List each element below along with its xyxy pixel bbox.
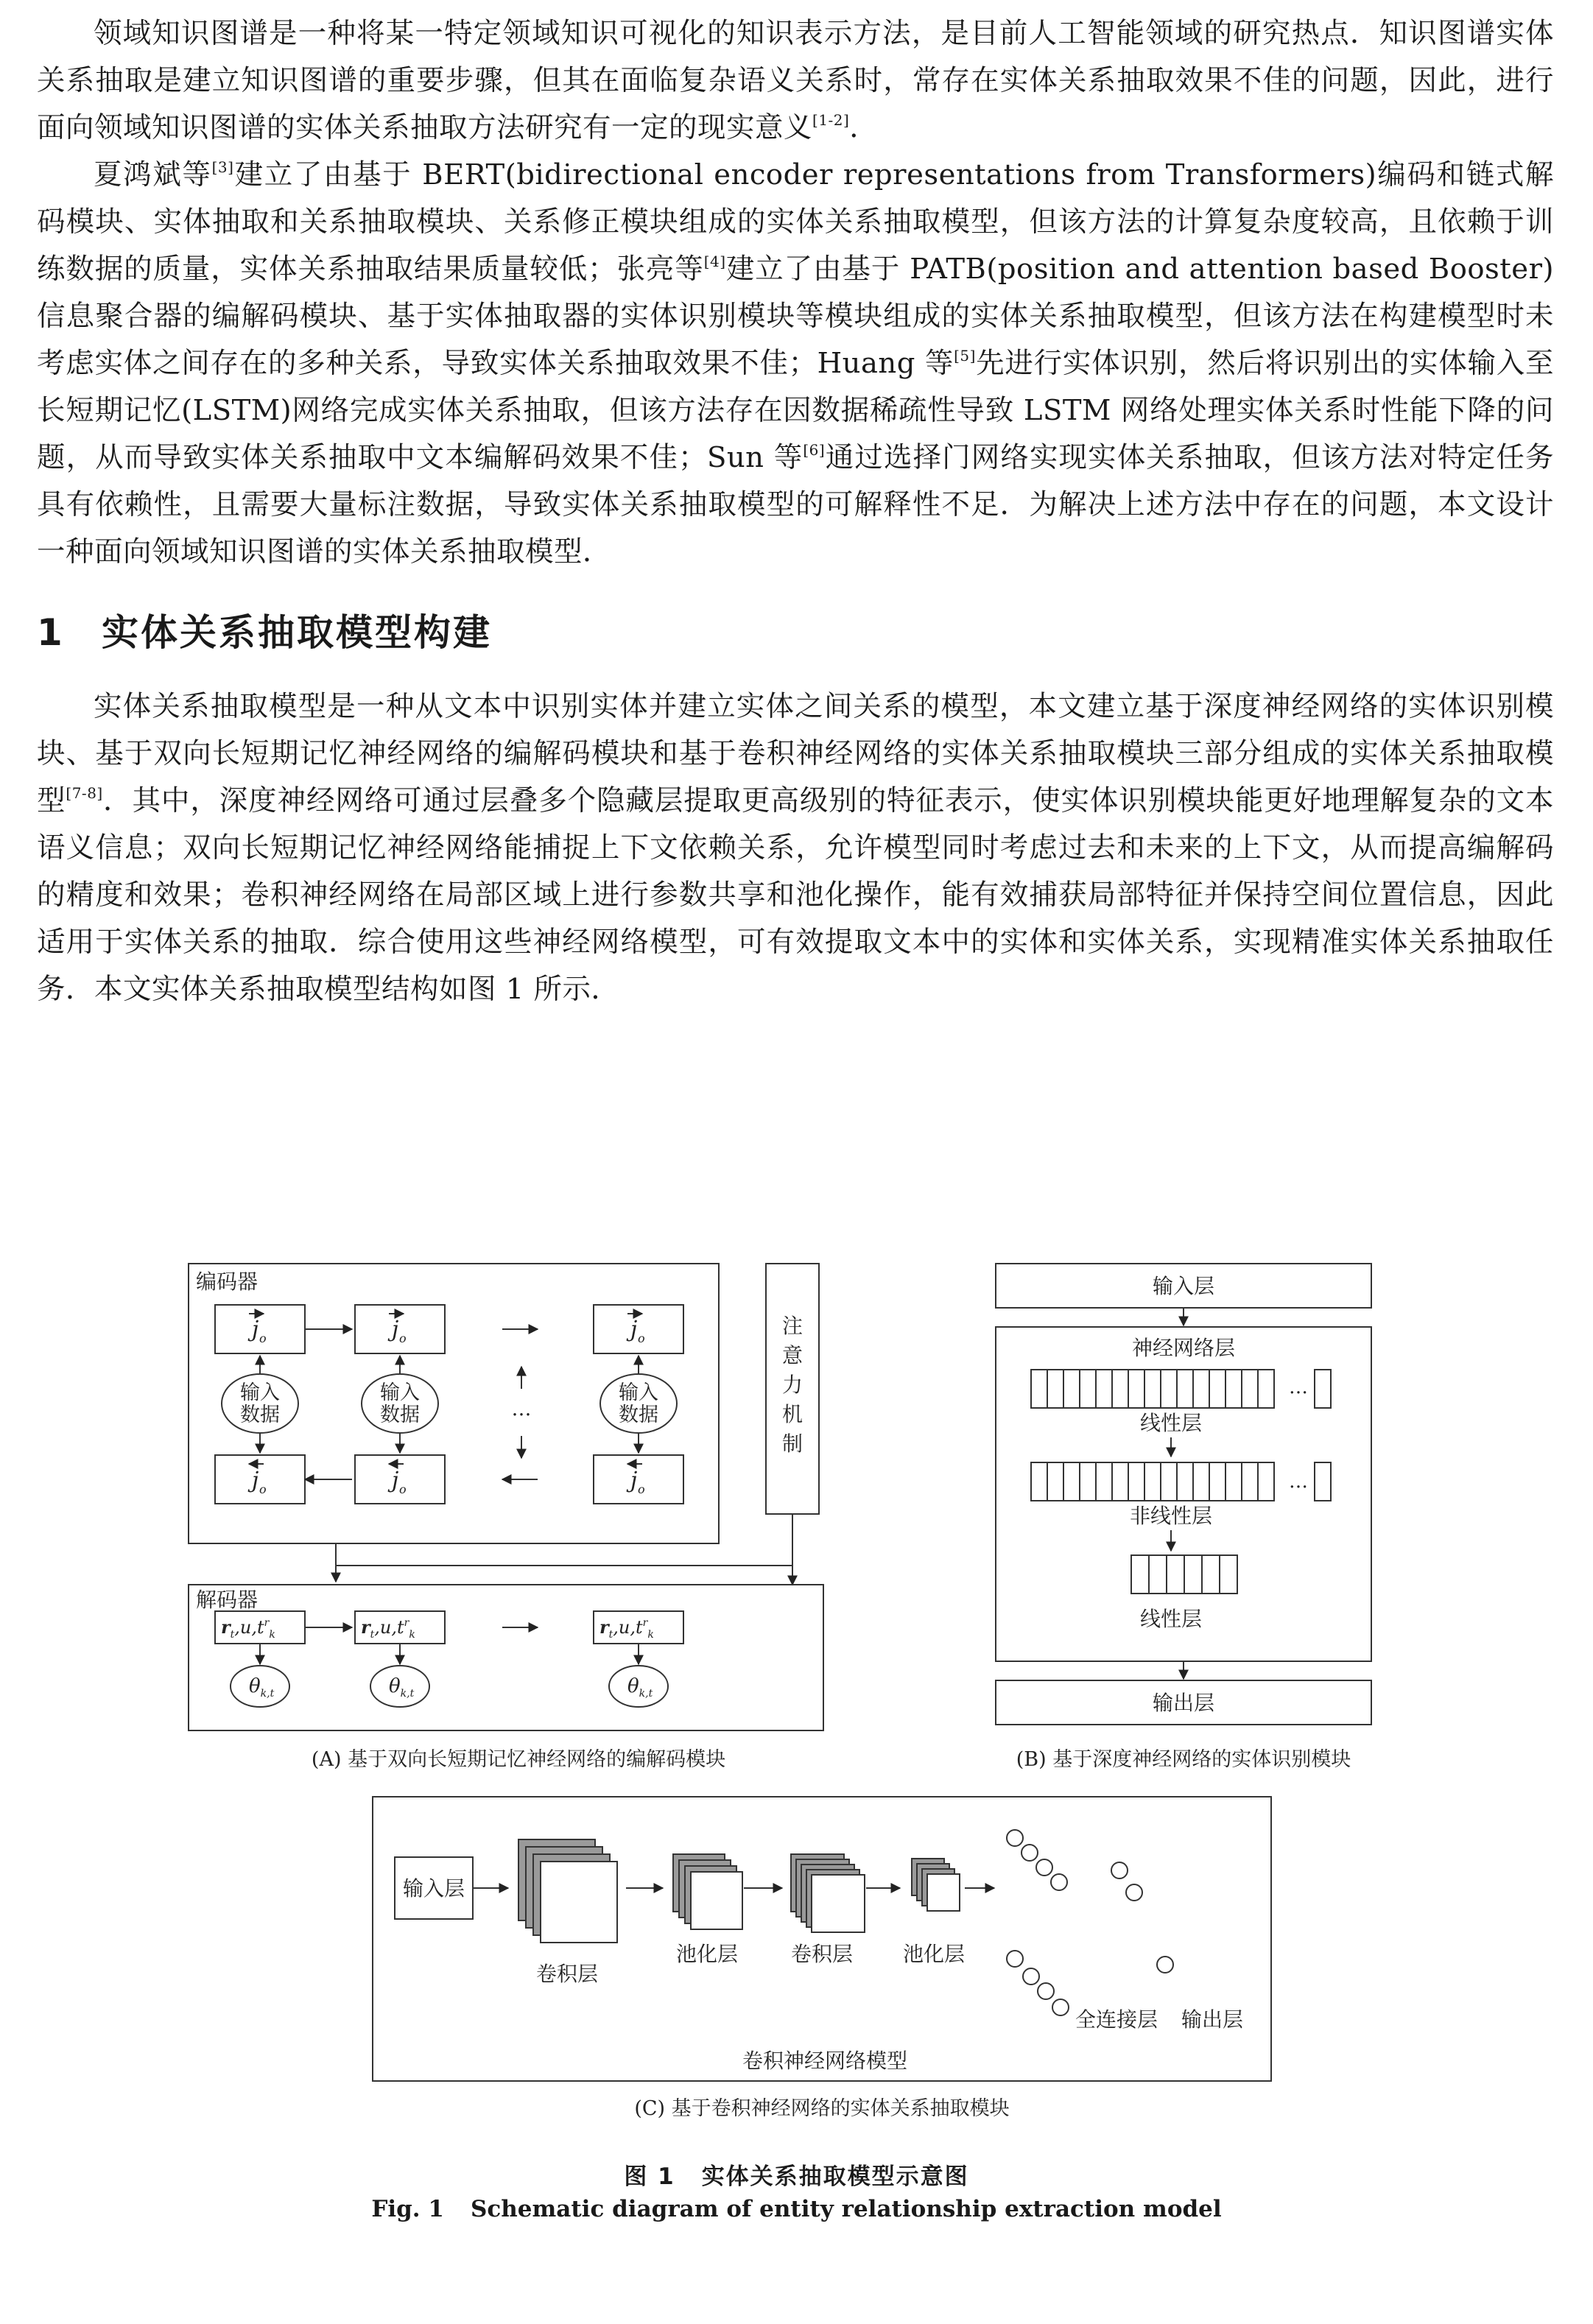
fully-connected-nodes — [1007, 1830, 1173, 2015]
j-forward-symbol: j — [392, 1317, 399, 1342]
svg-text:o: o — [638, 1482, 645, 1496]
j-forward-symbol: j — [252, 1317, 259, 1342]
figure-caption-english: Fig. 1 Schematic diagram of entity relationship extraction model — [371, 2196, 1222, 2222]
linear-layer-label: 线性层 — [1139, 1411, 1203, 1435]
panel-c-caption: (C) 基于卷积神经网络的实体关系抽取模块 — [634, 2097, 1010, 2120]
svg-text:o: o — [638, 1331, 645, 1345]
cnn-model-box — [373, 1797, 1271, 2081]
neuron-row-1 — [1031, 1370, 1274, 1408]
svg-text:o: o — [399, 1331, 407, 1345]
neuron-row-2 — [1031, 1462, 1274, 1501]
citation-6: [6] — [803, 441, 826, 459]
linear-layer-label: 线性层 — [1139, 1607, 1203, 1631]
input-label: 输入 — [619, 1381, 658, 1404]
decoder-box — [189, 1585, 823, 1730]
data-label: 数据 — [240, 1404, 280, 1426]
nonlinear-layer-label: 非线性层 — [1129, 1504, 1213, 1528]
citation-7-8: [7-8] — [66, 784, 103, 802]
figure-1 — [0, 1222, 1593, 2239]
neuron-row-3 — [1131, 1555, 1237, 1594]
pool-layer-1-stack — [673, 1854, 742, 1929]
section-number: 1 — [37, 611, 65, 654]
cnn-model-label: 卷积神经网络模型 — [742, 2049, 908, 2073]
j-forward-symbol: j — [630, 1317, 638, 1342]
conv-layer-label: 卷积层 — [535, 1962, 599, 1986]
panel-b-caption: (B) 基于深度神经网络的实体识别模块 — [1016, 1748, 1351, 1771]
neuron-node — [1126, 1884, 1142, 1901]
forward-hidden-state-1 — [215, 1305, 305, 1353]
paper-page — [37, 10, 1554, 1013]
svg-text:o: o — [259, 1331, 267, 1345]
figure-caption-chinese: 图 1 实体关系抽取模型示意图 — [624, 2163, 969, 2190]
output-layer-label: 输出层 — [1152, 1691, 1215, 1715]
citation-5: [5] — [954, 347, 976, 365]
citation-3: [3] — [211, 158, 234, 176]
cnn-output-layer-label: 输出层 — [1181, 2007, 1244, 2032]
section-heading — [37, 605, 1554, 660]
j-backward-symbol: j — [252, 1468, 259, 1493]
citation-4: [4] — [703, 253, 726, 270]
backward-hidden-state-1 — [215, 1455, 305, 1504]
svg-text:θk,t: $\theta_{k,t}$ — [249, 1675, 275, 1700]
neuron-node — [1007, 1951, 1023, 1967]
ellipsis: … — [511, 1398, 532, 1420]
backward-hidden-state-3 — [594, 1455, 683, 1504]
backward-hidden-state-2 — [355, 1455, 445, 1504]
pool-layer-label: 池化层 — [675, 1942, 739, 1966]
neuron-node — [1157, 1957, 1173, 1973]
decoder-state-symbol: $r_t,u,t^r_k$ — [599, 1616, 654, 1641]
data-label: 数据 — [619, 1404, 658, 1426]
neuron-node — [1021, 1845, 1038, 1861]
neuron-node — [1038, 1983, 1054, 1999]
encoder-label: 编码器 — [196, 1270, 259, 1294]
neuron-node — [1052, 1999, 1069, 2015]
cnn-input-layer-label: 输入层 — [402, 1876, 465, 1901]
svg-text:…: … — [1289, 1471, 1308, 1493]
decoder-label: 解码器 — [196, 1588, 259, 1612]
svg-text:θk,t: $\theta_{k,t}$ — [389, 1675, 415, 1700]
pool-layer-label: 池化层 — [902, 1942, 966, 1966]
panel-c-relation-extraction — [373, 1797, 1271, 2081]
input-label: 输入 — [240, 1381, 280, 1404]
neuron-node — [1051, 1874, 1067, 1890]
j-backward-symbol: j — [630, 1468, 638, 1493]
svg-text:o: o — [259, 1482, 267, 1496]
input-label: 输入 — [380, 1381, 420, 1404]
input-layer-label: 输入层 — [1152, 1274, 1215, 1298]
attention-label — [782, 1314, 803, 1456]
figure-1-diagram — [0, 1222, 1593, 2150]
panel-a-encoder-decoder — [189, 1264, 823, 1730]
neuron-node — [1036, 1859, 1052, 1876]
intro-paragraph-2: 夏鸿斌等[3]建立了由基于 BERT(bidirectional encoder representations from Transformers)编码和链式解码模块、实体抽取和关系抽取模块、关系修正模块组成的实体关系抽取模型，但该方法的计算复杂度较高，且依赖于训练数据的质量，实体关系抽取结果质量较低；张亮等[4]建立了由基于 PATB(position and attention based Booster)信息聚合器的编解码模块、基于实体抽取器的实体识别模块等模块组成的实体关系抽取模型，但该方法在构建模型时未考虑实体之间存在的多种关系，导致实体关系抽取效果不佳；Huang 等[5]先进行实体识别，然后将识别出的实体输入至长短期记忆(LSTM)网络完成实体关系抽取，但该方法存在因数据稀疏性导致 LSTM 网络处理实体关系时性能下降的问题，从而导致实体关系抽取中文本编解码效果不佳；Sun 等[6]通过选择门网络实现实体关系抽取，但该方法对特定任务具有依赖性，且需要大量标注数据，导致实体关系抽取模型的可解释性不足．为解决上述方法中存在的问题，本文设计一种面向领域知识图谱的实体关系抽取模型． — [37, 158, 1554, 568]
svg-text:…: … — [1289, 1376, 1308, 1398]
panel-b-entity-recognition — [996, 1264, 1371, 1725]
conv-layer-1-stack — [518, 1839, 617, 1943]
section-title: 实体关系抽取模型构建 — [102, 611, 492, 654]
neuron-node — [1007, 1830, 1023, 1846]
section-1-paragraph: 实体关系抽取模型是一种从文本中识别实体并建立实体之间关系的模型，本文建立基于深度神经网络的实体识别模块、基于双向长短期记忆神经网络的编解码模块和基于卷积神经网络的实体关系抽取模块三部分组成的实体关系抽取模型[7-8]．其中，深度神经网络可通过层叠多个隐藏层提取更高级别的特征表示，使实体识别模块能更好地理解复杂的文本语义信息；双向长短期记忆神经网络能捕捉上下文依赖关系，允许模型同时考虑过去和未来的上下文，从而提高编解码的精度和效果；卷积神经网络在局部区域上进行参数共享和池化操作，能有效捕获局部特征并保持空间位置信息，因此适用于实体关系的抽取．综合使用这些神经网络模型，可有效提取文本中的实体和实体关系，实现精准实体关系抽取任务．本文实体关系抽取模型结构如图 1 所示． — [37, 690, 1554, 1006]
forward-hidden-state-3 — [594, 1305, 683, 1353]
intro-paragraph-1: 领域知识图谱是一种将某一特定领域知识可视化的知识表示方法，是目前人工智能领域的研究热点．知识图谱实体关系抽取是建立知识图谱的重要步骤，但其在面临复杂语义关系时，常存在实体关系抽取效果不佳的问题，因此，进行面向领域知识图谱的实体关系抽取方法研究有一定的现实意义[1-2]． — [37, 17, 1554, 144]
data-label: 数据 — [380, 1404, 420, 1426]
panel-a-caption: (A) 基于双向长短期记忆神经网络的编解码模块 — [311, 1748, 726, 1771]
conv-layer-label: 卷积层 — [790, 1942, 854, 1966]
j-backward-symbol: j — [392, 1468, 399, 1493]
forward-hidden-state-2 — [355, 1305, 445, 1353]
pool-layer-2-stack — [912, 1859, 960, 1911]
decoder-state-symbol: $r_t,u,t^r_k$ — [221, 1616, 275, 1641]
citation-1-2: [1-2] — [812, 111, 850, 129]
nn-layer-label: 神经网络层 — [1131, 1336, 1236, 1360]
neuron-node — [1111, 1862, 1128, 1878]
svg-text:θk,t: $\theta_{k,t}$ — [627, 1675, 653, 1700]
svg-text:注意力机制: 注意力机制 — [781, 1314, 803, 1456]
svg-text:o: o — [399, 1482, 407, 1496]
neuron-node — [1023, 1968, 1039, 1985]
fc-layer-label: 全连接层 — [1075, 2007, 1158, 2032]
decoder-state-symbol: $r_t,u,t^r_k$ — [361, 1616, 415, 1641]
conv-layer-2-stack — [791, 1854, 865, 1932]
